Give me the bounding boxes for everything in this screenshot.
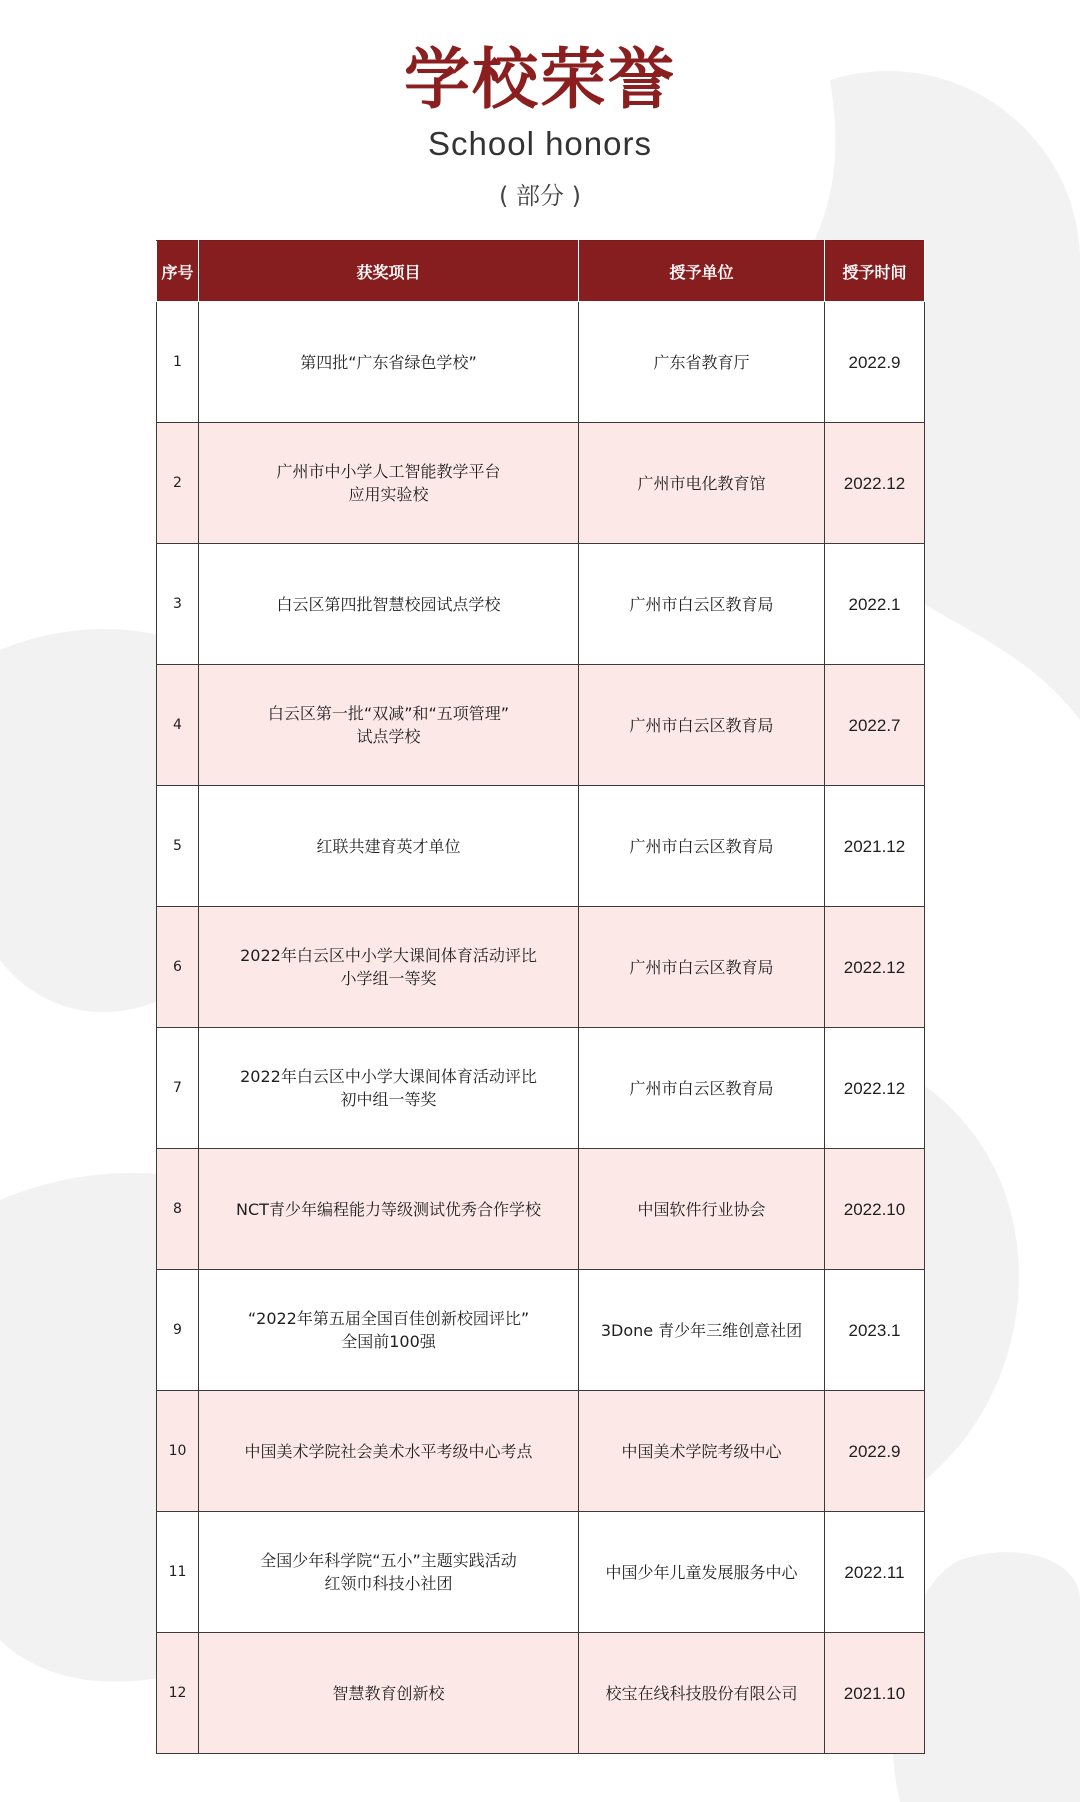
column-header-date: 授予时间 [825, 241, 925, 302]
cell-organization: 校宝在线科技股份有限公司 [579, 1633, 825, 1754]
cell-index: 8 [157, 1149, 199, 1270]
honors-table [156, 240, 925, 1754]
cell-organization: 中国软件行业协会 [579, 1149, 825, 1270]
cell-date: 2022.12 [825, 1028, 925, 1149]
cell-date: 2022.1 [825, 544, 925, 665]
cell-date: 2022.12 [825, 907, 925, 1028]
award-text-line: 小学组一等奖 [340, 969, 437, 988]
table-row [157, 1149, 925, 1270]
cell-index: 1 [157, 302, 199, 423]
cell-award [199, 665, 579, 786]
title-chinese: 学校荣誉 [404, 41, 676, 118]
cell-date: 2022.11 [825, 1512, 925, 1633]
table-row [157, 786, 925, 907]
cell-index: 6 [157, 907, 199, 1028]
table-row [157, 1028, 925, 1149]
cell-date: 2022.10 [825, 1149, 925, 1270]
table-row [157, 423, 925, 544]
cell-date: 2022.9 [825, 302, 925, 423]
cell-index: 5 [157, 786, 199, 907]
cell-index: 2 [157, 423, 199, 544]
cell-award [199, 907, 579, 1028]
cell-organization: 广州市白云区教育局 [579, 907, 825, 1028]
award-text-line: 试点学校 [356, 727, 421, 746]
cell-date: 2021.10 [825, 1633, 925, 1754]
cell-organization: 广州市电化教育馆 [579, 423, 825, 544]
table-row [157, 1633, 925, 1754]
cell-award [199, 1512, 579, 1633]
cell-organization: 广州市白云区教育局 [579, 665, 825, 786]
award-text-line: 全国前100强 [341, 1332, 436, 1351]
cell-index: 4 [157, 665, 199, 786]
cell-organization: 中国美术学院考级中心 [579, 1391, 825, 1512]
cell-index: 3 [157, 544, 199, 665]
award-text-line: 2022年白云区中小学大课间体育活动评比 [240, 946, 537, 965]
table-header-row [157, 241, 925, 302]
column-header-index: 序号 [157, 241, 199, 302]
cell-organization: 中国少年儿童发展服务中心 [579, 1512, 825, 1633]
cell-date: 2021.12 [825, 786, 925, 907]
column-header-award: 获奖项目 [199, 241, 579, 302]
column-header-organization: 授予单位 [579, 241, 825, 302]
award-text-line: NCT青少年编程能力等级测试优秀合作学校 [236, 1199, 541, 1219]
cell-index: 7 [157, 1028, 199, 1149]
award-text-line: 2022年白云区中小学大课间体育活动评比 [240, 1067, 537, 1086]
cell-organization: 广州市白云区教育局 [579, 1028, 825, 1149]
award-text-line: 应用实验校 [348, 485, 429, 504]
cell-award [199, 786, 579, 907]
table-row [157, 907, 925, 1028]
cell-award [199, 1149, 579, 1270]
cell-award [199, 1633, 579, 1754]
table-row [157, 1391, 925, 1512]
cell-organization: 3Done 青少年三维创意社团 [579, 1270, 825, 1391]
award-text-line: 中国美术学院社会美术水平考级中心考点 [244, 1441, 533, 1461]
award-text-line: 广州市中小学人工智能教学平台 [276, 462, 501, 481]
cell-date: 2022.9 [825, 1391, 925, 1512]
honors-table-container [156, 240, 924, 1754]
award-text-line: 智慧教育创新校 [332, 1683, 445, 1703]
award-text-line: 全国少年科学院“五小”主题实践活动 [260, 1551, 517, 1570]
table-row [157, 1512, 925, 1633]
table-body [157, 302, 925, 1754]
cell-index: 9 [157, 1270, 199, 1391]
cell-award [199, 1270, 579, 1391]
table-row [157, 302, 925, 423]
award-text-line: 白云区第四批智慧校园试点学校 [276, 594, 501, 614]
page-header [0, 40, 1080, 212]
title-english: School honors [428, 125, 652, 162]
cell-award [199, 423, 579, 544]
table-row [157, 1270, 925, 1391]
award-text-line: 红领巾科技小社团 [324, 1574, 453, 1593]
cell-organization: 广州市白云区教育局 [579, 786, 825, 907]
award-text-line: 红联共建育英才单位 [316, 836, 461, 856]
cell-date: 2023.1 [825, 1270, 925, 1391]
award-text-line: 第四批“广东省绿色学校” [300, 352, 477, 372]
cell-index: 12 [157, 1633, 199, 1754]
award-text-line: 白云区第一批“双减”和“五项管理” [267, 704, 510, 723]
cell-award [199, 1391, 579, 1512]
cell-index: 11 [157, 1512, 199, 1633]
subtitle: ( 部分 ) [499, 182, 581, 210]
cell-index: 10 [157, 1391, 199, 1512]
table-row [157, 544, 925, 665]
award-text-line: “2022年第五届全国百佳创新校园评比” [247, 1309, 530, 1328]
cell-award [199, 544, 579, 665]
cell-date: 2022.12 [825, 423, 925, 544]
cell-organization: 广东省教育厅 [579, 302, 825, 423]
cell-date: 2022.7 [825, 665, 925, 786]
cell-organization: 广州市白云区教育局 [579, 544, 825, 665]
award-text-line: 初中组一等奖 [340, 1090, 437, 1109]
table-row [157, 665, 925, 786]
cell-award [199, 302, 579, 423]
cell-award [199, 1028, 579, 1149]
